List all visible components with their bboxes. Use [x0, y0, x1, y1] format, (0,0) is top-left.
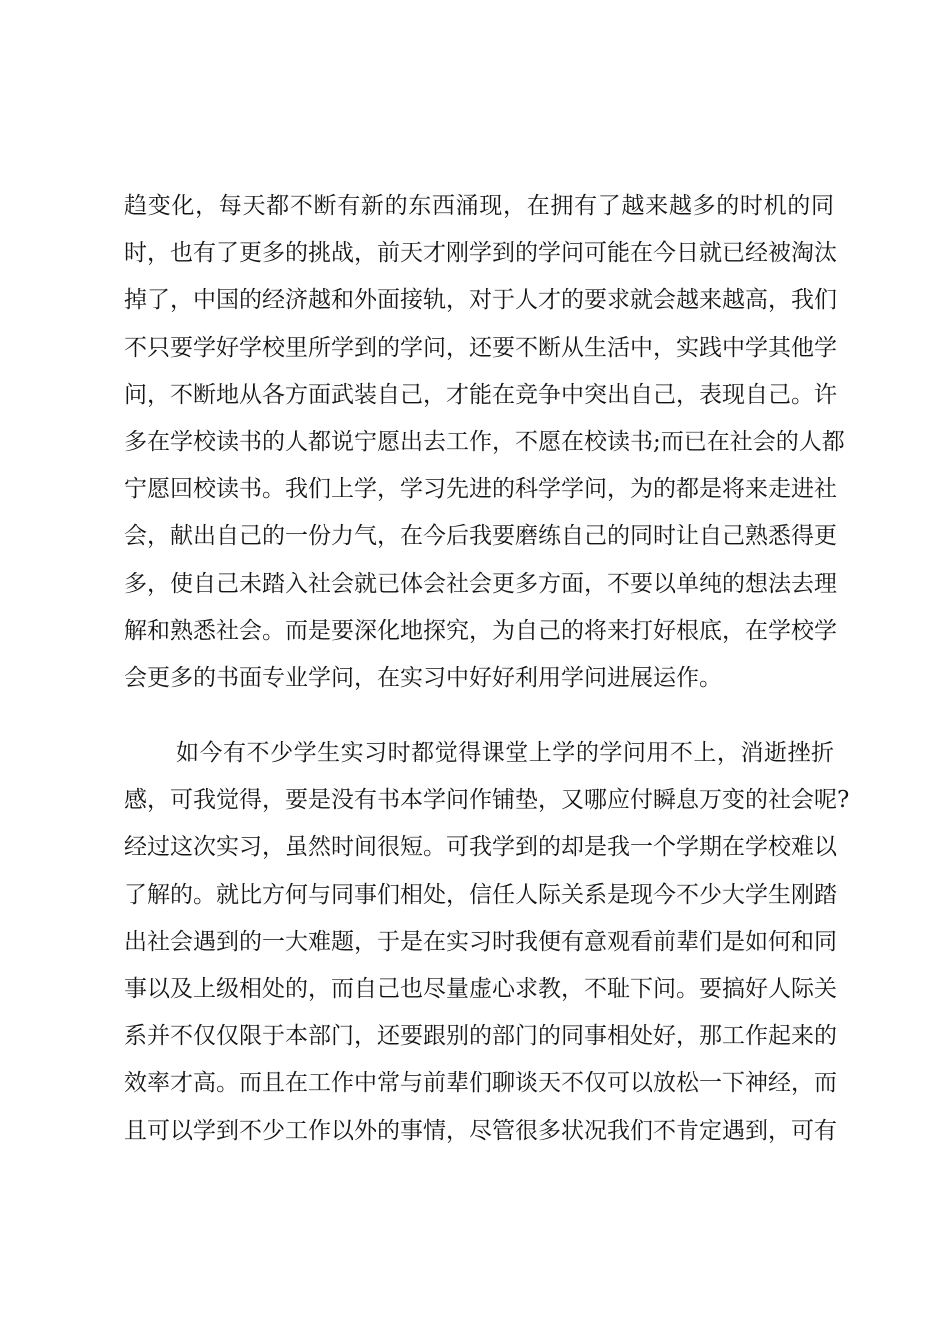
paragraph-1	[124, 183, 845, 702]
paragraph-line: 多在学校读书的人都说宁愿出去工作，不愿在校读书;而已在社会的人都	[124, 428, 845, 455]
paragraph-line: 掉了，中国的经济越和外面接轨，对于人才的要求就会越来越高，我们	[124, 287, 837, 314]
paragraph-line: 问，不断地从各方面武装自己，才能在竞争中突出自己，表现自己。许	[124, 381, 837, 408]
paragraph-line: 感，可我觉得，要是没有书本学问作铺垫，又哪应付瞬息万变的社会呢?	[124, 787, 850, 814]
paragraph-line: 会更多的书面专业学问，在实习中好好利用学问进展运作。	[124, 664, 722, 691]
paragraph-line: 且可以学到不少工作以外的事情，尽管很多状况我们不肯定遇到，可有	[124, 1117, 837, 1144]
paragraph-2	[124, 730, 850, 1155]
paragraph-line: 系并不仅仅限于本部门，还要跟别的部门的同事相处好，那工作起来的	[124, 1023, 837, 1050]
paragraph-line: 趋变化，每天都不断有新的东西涌现，在拥有了越来越多的时机的同	[124, 193, 834, 219]
paragraph-line: 不只要学好学校里所学到的学问，还要不断从生活中，实践中学其他学	[124, 334, 837, 361]
paragraph-line: 出社会遇到的一大难题，于是在实习时我便有意观看前辈们是如何和同	[124, 928, 837, 955]
paragraph-line: 了解的。就比方何与同事们相处，信任人际关系是现今不少大学生刚踏	[124, 881, 837, 908]
paragraph-line: 会，献出自己的一份力气，在今后我要磨练自己的同时让自己熟悉得更	[124, 523, 837, 550]
paragraph-line: 如今有不少学生实习时都觉得课堂上学的学问用不上，消逝挫折	[176, 740, 834, 766]
paragraph-line: 经过这次实习，虽然时间很短。可我学到的却是我一个学期在学校难以	[124, 834, 837, 861]
paragraph-line: 多，使自己未踏入社会就已体会社会更多方面，不要以单纯的想法去理	[124, 570, 837, 597]
paragraph-line: 事以及上级相处的，而自己也尽量虚心求教，不耻下问。要搞好人际关	[124, 975, 837, 1002]
paragraph-line: 时，也有了更多的挑战，前天才刚学到的学问可能在今日就已经被淘汰	[124, 240, 837, 267]
paragraph-line: 解和熟悉社会。而是要深化地探究，为自己的将来打好根底，在学校学	[124, 617, 837, 644]
paragraph-line: 效率才高。而且在工作中常与前辈们聊谈天不仅可以放松一下神经，而	[124, 1070, 837, 1097]
paragraph-line: 宁愿回校读书。我们上学，学习先进的科学学问，为的都是将来走进社	[124, 476, 837, 503]
